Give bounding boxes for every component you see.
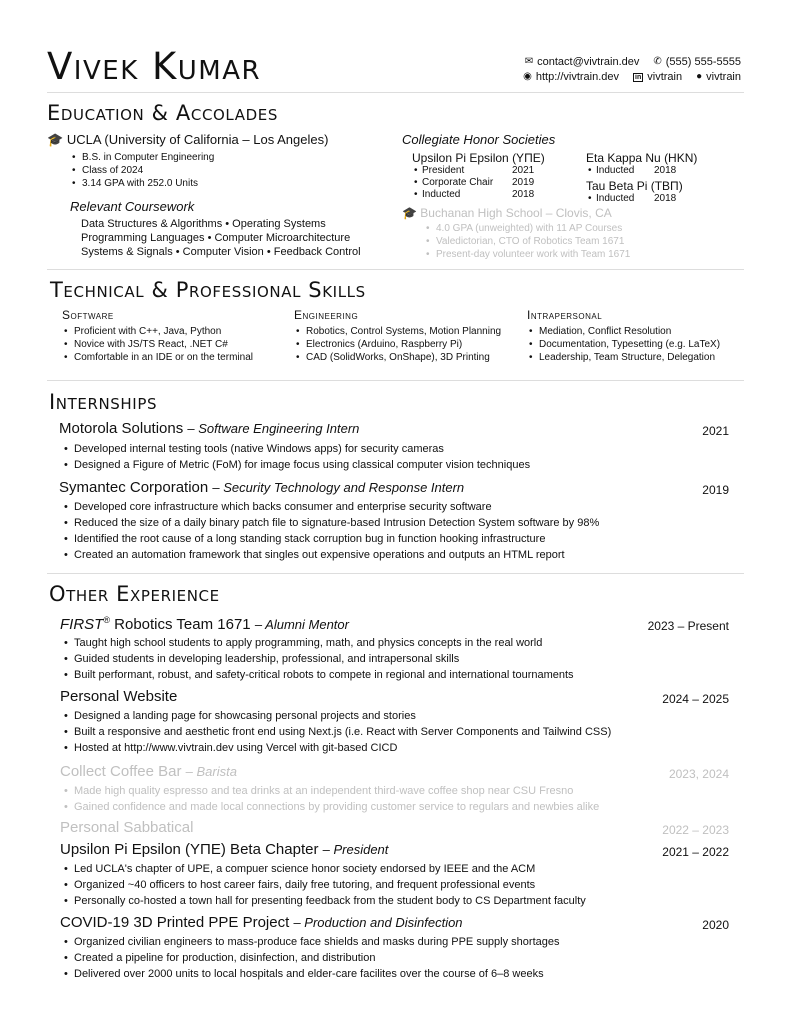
honor-role: Inducted (596, 165, 635, 176)
list-item: • Present-day volunteer work with Team 1671 (424, 248, 630, 261)
list-item: • Personally co-hosted a town hall for presenting feedback from the student body to CS Department faculty (62, 893, 586, 909)
phone-text: (555) 555-5555 (665, 56, 741, 68)
job-date: 2019 (702, 483, 729, 497)
skills-col-title: Intrapersonal (527, 308, 603, 322)
job-role: Software Engineering Intern (198, 421, 360, 436)
job-bullets (62, 934, 559, 982)
list-item: • Documentation, Typesetting (e.g. LaTeX) (527, 338, 720, 351)
school-full: (University of California – Los Angeles) (104, 132, 329, 147)
divider (47, 92, 744, 93)
website-link[interactable]: http://vivtrain.dev (535, 71, 620, 83)
job-bullets (62, 441, 530, 473)
list-item: • Class of 2024 (70, 164, 214, 177)
highschool-details (424, 222, 630, 261)
school-details (70, 151, 214, 190)
honor-role: President (422, 165, 465, 176)
job-title-motorola: Motorola Solutions – Software Engineering Intern (59, 420, 360, 437)
github-icon: ● (696, 71, 703, 82)
list-item: • Mediation, Conflict Resolution (527, 325, 720, 338)
honor-role: Inducted (422, 189, 461, 200)
highschool-name: Buchanan High School – Clovis, CA (420, 206, 612, 220)
list-item: • Built a responsive and aesthetic front end using Next.js (i.e. React with Server Components and Tailwind CSS) (62, 724, 611, 740)
job-role: Production and Disinfection (304, 915, 463, 930)
org-name: Upsilon Pi Epsilon (ΥΠΕ) Beta Chapter (60, 841, 319, 858)
list-item: • Hosted at http://www.vivtrain.dev using Vercel with git-based CICD (62, 740, 611, 756)
list-item: • Taught high school students to apply programming, math, and physics concepts in the real world (62, 635, 574, 651)
email-link[interactable]: contact@vivtrain.dev (537, 56, 640, 68)
registered-mark: ® (103, 615, 110, 625)
honor-name: Upsilon Pi Epsilon (412, 151, 509, 165)
list-item: • Designed a Figure of Metric (FoM) for image focus using classical computer vision techniques (62, 457, 530, 473)
job-title-symantec: Symantec Corporation – Security Technology and Response Intern (59, 479, 465, 496)
job-title-coffee: Collect Coffee Bar – Barista (60, 763, 237, 780)
list-item: • Proficient with C++, Java, Python (62, 325, 253, 338)
contact-row-1 (525, 56, 741, 68)
list-item: • Created a pipeline for production, disinfection, and distribution (62, 950, 559, 966)
list-item: • Gained confidence and made local connections by providing customer service to regulars and newbies alike (62, 799, 599, 815)
honor-abbr: (ΥΠΕ) (512, 151, 545, 165)
list-item: • Built performant, robust, and safety-critical robots to compete in regional and international tournaments (62, 667, 574, 683)
list-item: • Organized civilian engineers to mass-produce face shields and masks during PPE supply shortages (62, 934, 559, 950)
divider (47, 380, 744, 381)
job-date: 2023 – Present (647, 619, 729, 633)
list-item: • 3.14 GPA with 252.0 Units (70, 177, 214, 190)
job-bullets (62, 861, 586, 909)
honor-year: 2018 (654, 193, 677, 204)
coursework-line: Systems & Signals • Computer Vision • Feedback Control (81, 246, 361, 258)
org-name: Robotics Team 1671 (114, 616, 251, 633)
list-item: • Reduced the size of a daily binary patch file to signature-based Intrusion Detection System software by 98% (62, 515, 599, 531)
job-title-covid: COVID-19 3D Printed PPE Project – Production and Disinfection (60, 914, 463, 931)
honor-heading: Collegiate Honor Societies (402, 132, 556, 147)
list-item: • Organized ~40 officers to host career fairs, daily free tutoring, and frequent professional events (62, 877, 586, 893)
skills-col-title: Engineering (294, 308, 359, 322)
list-item: • Identified the root cause of a long standing stack corruption bug in function hooking infrastructure (62, 531, 599, 547)
honor-abbr: (HKN) (664, 151, 698, 165)
list-item: • Developed internal testing tools (native Windows apps) for security cameras (62, 441, 530, 457)
honor-hkn (586, 151, 736, 177)
job-date: 2023, 2024 (668, 767, 729, 781)
honor-year: 2021 (512, 165, 535, 176)
job-date: 2021 – 2022 (662, 845, 729, 859)
github-link[interactable]: vivtrain (706, 71, 741, 83)
school-line (47, 132, 328, 148)
school-name: UCLA (66, 132, 101, 147)
job-date: 2021 (702, 424, 729, 438)
job-bullets (62, 499, 599, 563)
list-item: • CAD (SolidWorks, OnShape), 3D Printing (294, 351, 501, 364)
contact-row-2 (523, 71, 741, 83)
education-heading: Education & Accolades (47, 101, 278, 125)
org-name: Motorola Solutions (59, 420, 184, 437)
skills-col-software (62, 308, 253, 364)
coursework-line: Data Structures & Algorithms • Operating Systems (81, 218, 326, 230)
job-date: 2022 – 2023 (662, 823, 729, 837)
internships-heading: Internships (49, 390, 158, 414)
list-item: • Created an automation framework that singles out expensive operations and outputs an HTML report (62, 547, 599, 563)
graduation-cap-icon: 🎓 (402, 206, 417, 220)
skills-col-engineering (294, 308, 501, 364)
job-title-sabbatical (60, 820, 193, 835)
coursework-heading: Relevant Coursework (70, 199, 195, 214)
honor-year: 2018 (654, 165, 677, 176)
job-title-upe: Upsilon Pi Epsilon (ΥΠΕ) Beta Chapter – President (60, 841, 389, 858)
job-title-website (60, 689, 177, 704)
divider (47, 573, 744, 574)
job-bullets (62, 783, 599, 815)
job-role: Barista (196, 764, 237, 779)
coursework (81, 217, 361, 259)
honor-abbr: (TBΠ) (650, 179, 683, 193)
list-item: • Novice with JS/TS React, .NET C# (62, 338, 253, 351)
list-item: • 4.0 GPA (unweighted) with 11 AP Courses (424, 222, 630, 235)
org-name: Collect Coffee Bar (60, 763, 182, 780)
envelope-icon: ✉ (524, 56, 534, 67)
honor-role: Inducted (596, 193, 635, 204)
linkedin-link[interactable]: vivtrain (647, 71, 683, 83)
list-item: • Guided students in developing leadership, professional, and intrapersonal skills (62, 651, 574, 667)
org-prefix: FIRST (60, 616, 104, 633)
list-item: • Valedictorian, CTO of Robotics Team 1671 (424, 235, 630, 248)
job-role: Alumni Mentor (265, 617, 349, 632)
org-name: Personal Sabbatical (60, 819, 194, 836)
skills-heading: Technical & Professional Skills (50, 278, 366, 302)
linkedin-icon: in (635, 73, 642, 81)
org-name: Personal Website (60, 688, 178, 705)
other-heading: Other Experience (49, 582, 220, 606)
job-bullets (62, 708, 611, 756)
list-item: • Electronics (Arduino, Raspberry Pi) (294, 338, 501, 351)
list-item: • Designed a landing page for showcasing personal projects and stories (62, 708, 611, 724)
list-item: • Developed core infrastructure which backs consumer and enterprise security software (62, 499, 599, 515)
list-item: • Leadership, Team Structure, Delegation (527, 351, 720, 364)
coursework-line: Programming Languages • Computer Microarchitecture (81, 232, 351, 244)
job-bullets (62, 635, 574, 683)
list-item: • Led UCLA's chapter of UPE, a compuer science honor society endorsed by IEEE and the ACM (62, 861, 586, 877)
honor-year: 2018 (512, 189, 535, 200)
list-item: • Delivered over 2000 units to local hospitals and elder-care facilites over the course of 6–8 weeks (62, 966, 559, 982)
globe-icon: ◉ (523, 71, 532, 82)
list-item: • Comfortable in an IDE or on the terminal (62, 351, 253, 364)
list-item: • Robotics, Control Systems, Motion Planning (294, 325, 501, 338)
list-item: • B.S. in Computer Engineering (70, 151, 214, 164)
honor-year: 2019 (512, 177, 535, 188)
org-name: COVID-19 3D Printed PPE Project (60, 914, 290, 931)
phone-icon: ✆ (653, 56, 662, 67)
honor-role: Corporate Chair (422, 177, 494, 188)
graduation-cap-icon: 🎓 (47, 132, 64, 147)
list-item: • Made high quality espresso and tea drinks at an independent third-wave coffee shop near CSU Fresno (62, 783, 599, 799)
honor-name: Tau Beta Pi (586, 179, 648, 193)
honor-upe (412, 151, 582, 201)
job-date: 2020 (702, 918, 729, 932)
divider (47, 269, 744, 270)
job-title-first: FIRST® Robotics Team 1671 – Alumni Mentor (60, 615, 349, 633)
honor-name: Eta Kappa Nu (586, 151, 661, 165)
highschool-line (402, 206, 612, 220)
job-date: 2024 – 2025 (662, 692, 729, 706)
job-role: President (333, 842, 389, 857)
org-name: Symantec Corporation (59, 479, 209, 496)
job-role: Security Technology and Response Intern (223, 480, 465, 495)
skills-col-intrapersonal (527, 308, 720, 364)
page-title: Vivek Kumar (47, 45, 262, 88)
skills-col-title: Software (62, 308, 114, 322)
honor-tbp (586, 179, 736, 205)
